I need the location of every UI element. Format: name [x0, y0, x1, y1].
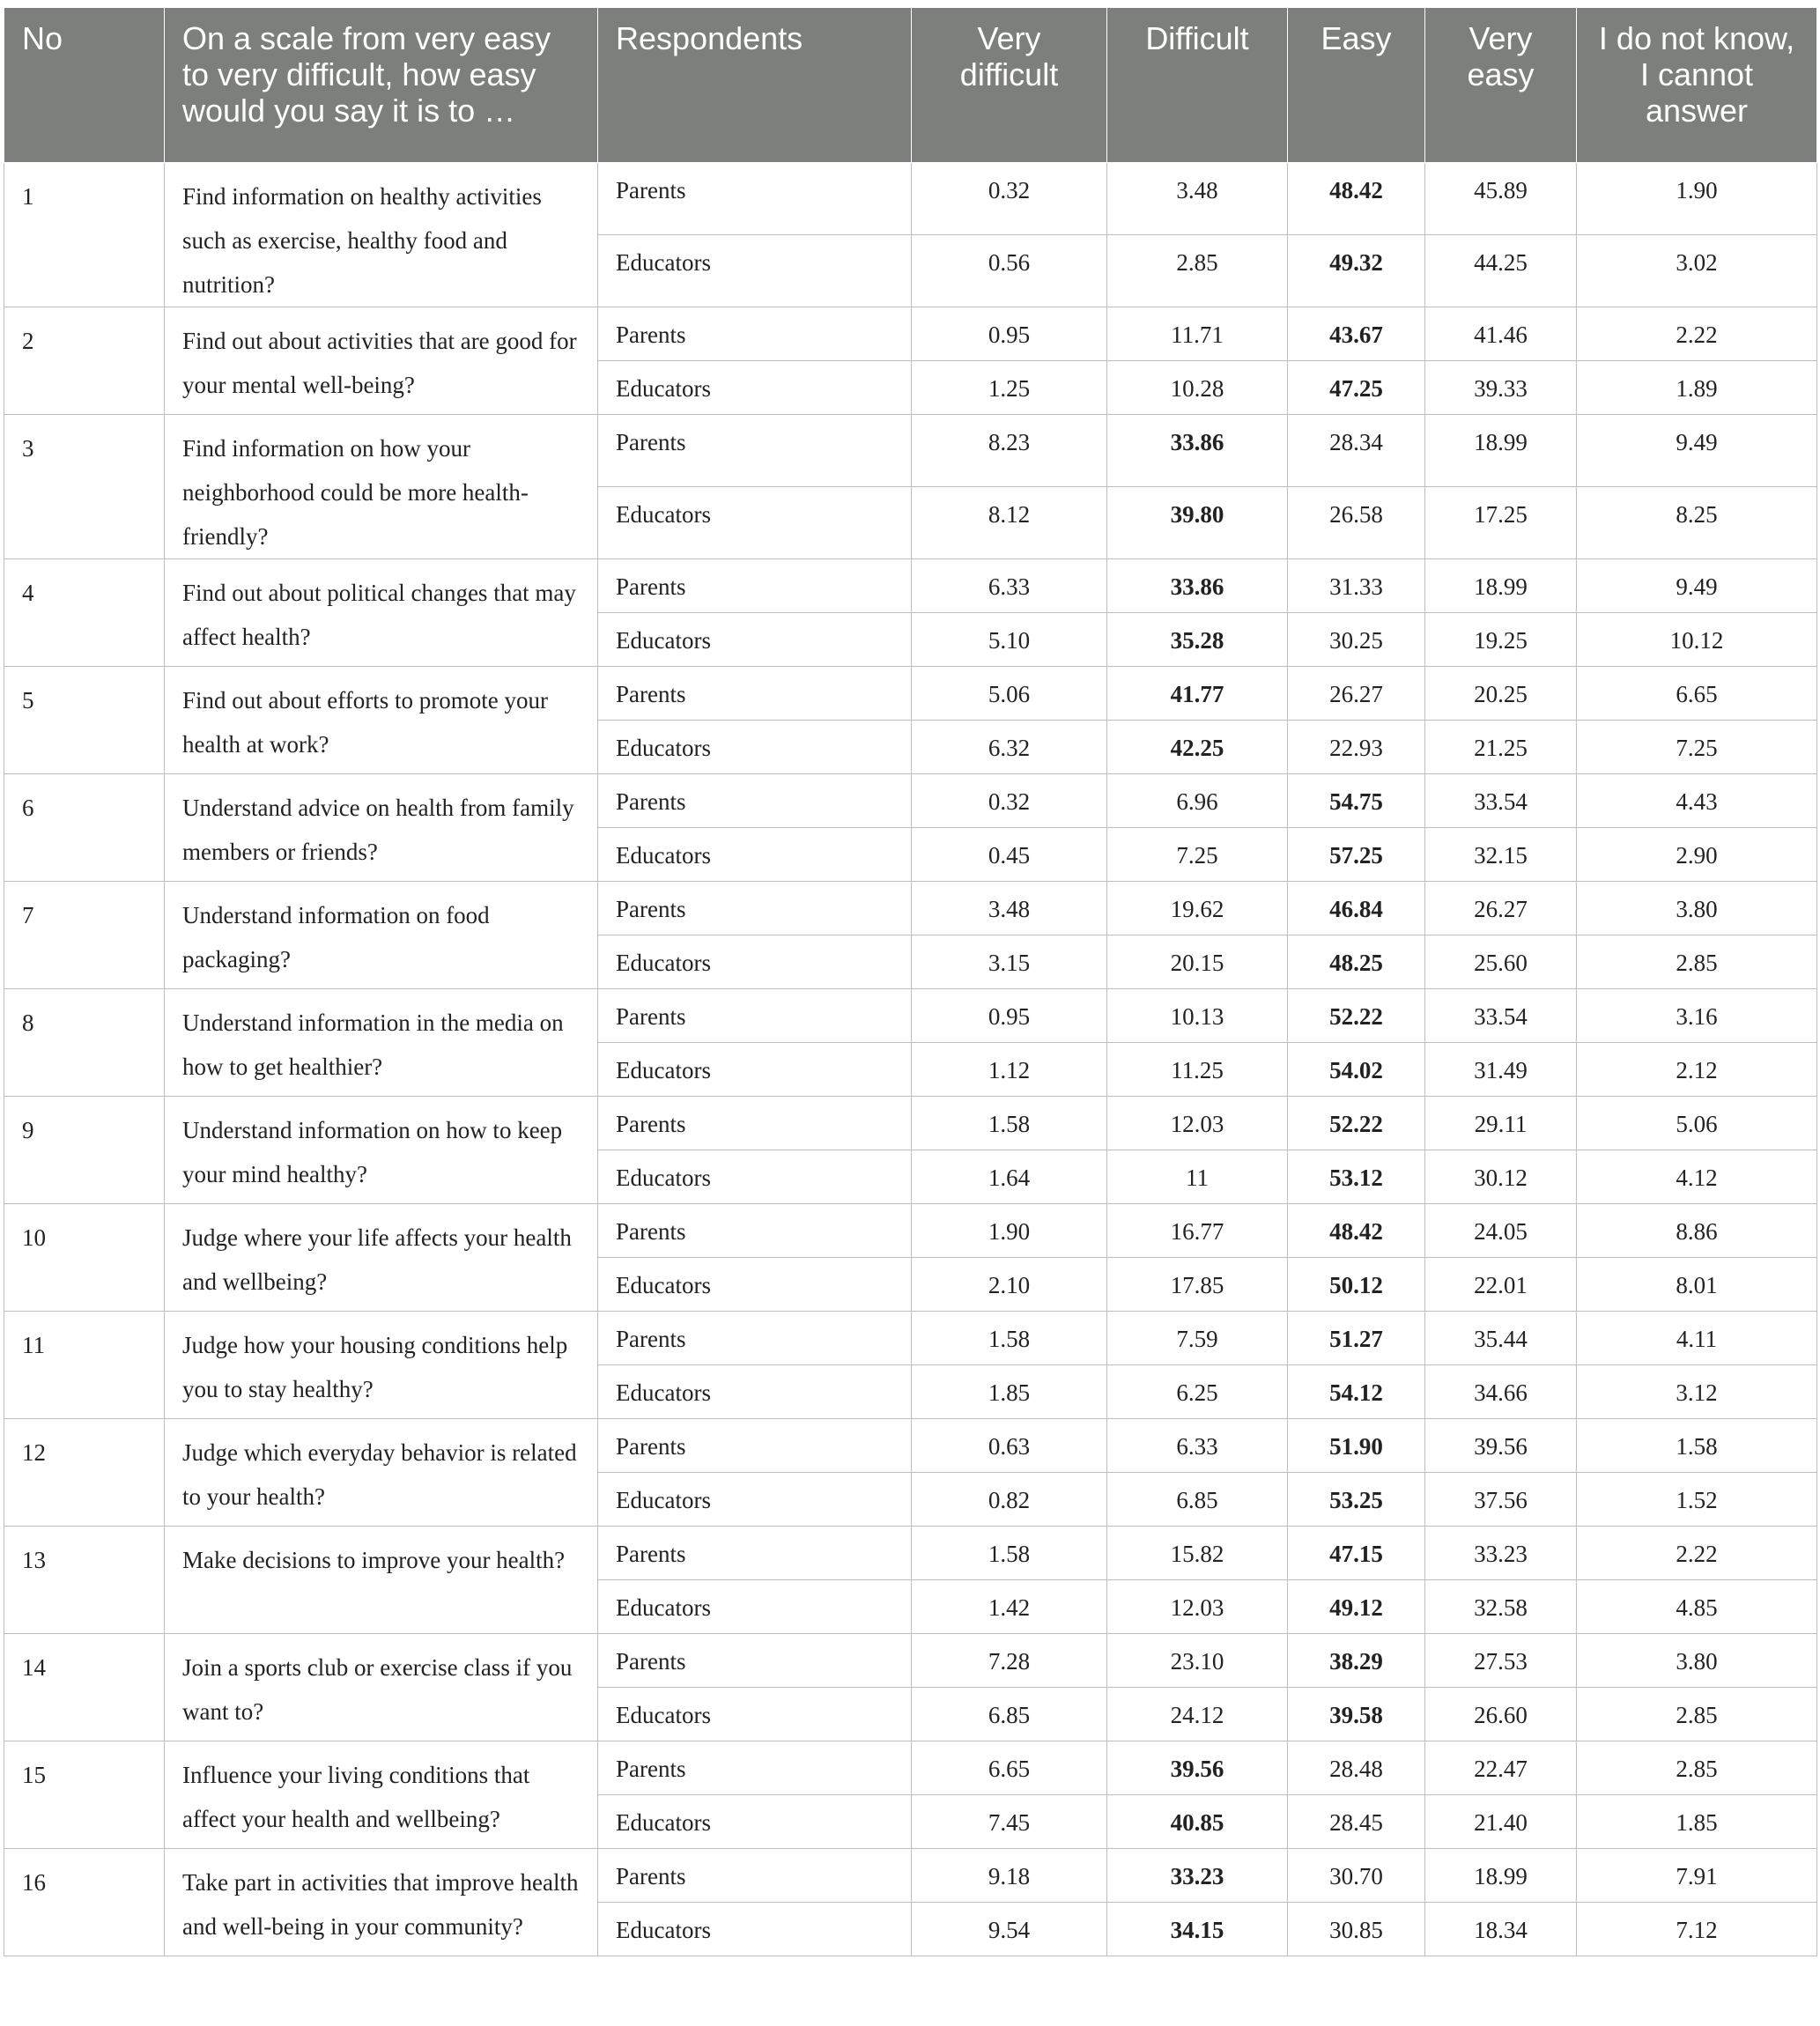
question-cell: Understand information on how to keep your mind healthy?	[165, 1097, 598, 1204]
very-easy-cell: 35.44	[1425, 1312, 1577, 1365]
easy-cell: 54.02	[1288, 1043, 1425, 1097]
respondent-cell: Parents	[598, 163, 912, 235]
easy-cell: 43.67	[1288, 307, 1425, 361]
respondent-cell: Parents	[598, 882, 912, 935]
easy-cell: 47.15	[1288, 1527, 1425, 1580]
table-row	[4, 667, 1817, 721]
difficult-cell: 39.80	[1107, 487, 1288, 559]
difficult-cell: 11.71	[1107, 307, 1288, 361]
very-difficult-cell: 7.28	[912, 1634, 1107, 1688]
very-difficult-cell: 1.12	[912, 1043, 1107, 1097]
difficult-cell: 23.10	[1107, 1634, 1288, 1688]
row-number: 13	[4, 1527, 165, 1634]
do-not-know-cell: 3.80	[1577, 882, 1817, 935]
table-header	[4, 8, 1817, 163]
question-cell: Join a sports club or exercise class if you want to?	[165, 1634, 598, 1741]
easy-cell: 38.29	[1288, 1634, 1425, 1688]
question-cell: Understand information in the media on how to get healthier?	[165, 989, 598, 1097]
respondent-cell: Parents	[598, 667, 912, 721]
row-number: 11	[4, 1312, 165, 1419]
difficult-cell: 12.03	[1107, 1580, 1288, 1634]
very-easy-cell: 32.58	[1425, 1580, 1577, 1634]
do-not-know-cell: 7.91	[1577, 1849, 1817, 1903]
easy-cell: 30.25	[1288, 613, 1425, 667]
very-easy-cell: 34.66	[1425, 1365, 1577, 1419]
question-cell: Find out about efforts to promote your health at work?	[165, 667, 598, 774]
row-number: 5	[4, 667, 165, 774]
question-cell: Find information on healthy activities such as exercise, healthy food and nutrition?	[165, 163, 598, 307]
table-row	[4, 882, 1817, 935]
row-number: 15	[4, 1741, 165, 1849]
table-row	[4, 1741, 1817, 1795]
do-not-know-cell: 2.90	[1577, 828, 1817, 882]
do-not-know-cell: 9.49	[1577, 559, 1817, 613]
question-cell: Take part in activities that improve health and well-being in your community?	[165, 1849, 598, 1956]
row-number: 14	[4, 1634, 165, 1741]
header-no: No	[4, 8, 165, 163]
very-easy-cell: 29.11	[1425, 1097, 1577, 1150]
difficult-cell: 39.56	[1107, 1741, 1288, 1795]
row-number: 4	[4, 559, 165, 667]
table-row	[4, 415, 1817, 487]
very-easy-cell: 45.89	[1425, 163, 1577, 235]
very-easy-cell: 24.05	[1425, 1204, 1577, 1258]
very-easy-cell: 33.23	[1425, 1527, 1577, 1580]
header-very-difficult: Very difficult	[912, 8, 1107, 163]
easy-cell: 48.42	[1288, 163, 1425, 235]
easy-cell: 28.45	[1288, 1795, 1425, 1849]
question-cell: Understand information on food packaging?	[165, 882, 598, 989]
do-not-know-cell: 10.12	[1577, 613, 1817, 667]
very-difficult-cell: 1.58	[912, 1312, 1107, 1365]
respondent-cell: Educators	[598, 1365, 912, 1419]
respondent-cell: Educators	[598, 828, 912, 882]
respondent-cell: Parents	[598, 415, 912, 487]
respondent-cell: Parents	[598, 1849, 912, 1903]
do-not-know-cell: 7.12	[1577, 1903, 1817, 1956]
table-row	[4, 774, 1817, 828]
difficult-cell: 16.77	[1107, 1204, 1288, 1258]
very-easy-cell: 21.40	[1425, 1795, 1577, 1849]
row-number: 3	[4, 415, 165, 559]
easy-cell: 53.12	[1288, 1150, 1425, 1204]
question-cell: Find out about activities that are good for your mental well-being?	[165, 307, 598, 415]
respondent-cell: Parents	[598, 989, 912, 1043]
table-row	[4, 1527, 1817, 1580]
very-difficult-cell: 3.48	[912, 882, 1107, 935]
table-row	[4, 559, 1817, 613]
very-easy-cell: 18.99	[1425, 415, 1577, 487]
very-difficult-cell: 0.95	[912, 307, 1107, 361]
question-cell: Find out about political changes that may affect health?	[165, 559, 598, 667]
very-difficult-cell: 6.32	[912, 721, 1107, 774]
difficult-cell: 6.85	[1107, 1473, 1288, 1527]
respondent-cell: Educators	[598, 935, 912, 989]
very-difficult-cell: 2.10	[912, 1258, 1107, 1312]
difficult-cell: 2.85	[1107, 235, 1288, 307]
difficult-cell: 10.28	[1107, 361, 1288, 415]
easy-cell: 53.25	[1288, 1473, 1425, 1527]
respondent-cell: Parents	[598, 559, 912, 613]
respondent-cell: Parents	[598, 1312, 912, 1365]
very-difficult-cell: 1.58	[912, 1097, 1107, 1150]
do-not-know-cell: 2.85	[1577, 1688, 1817, 1741]
very-difficult-cell: 8.23	[912, 415, 1107, 487]
respondent-cell: Educators	[598, 487, 912, 559]
difficult-cell: 42.25	[1107, 721, 1288, 774]
very-difficult-cell: 5.10	[912, 613, 1107, 667]
difficult-cell: 24.12	[1107, 1688, 1288, 1741]
very-easy-cell: 20.25	[1425, 667, 1577, 721]
header-very-easy: Very easy	[1425, 8, 1577, 163]
difficult-cell: 12.03	[1107, 1097, 1288, 1150]
do-not-know-cell: 2.22	[1577, 1527, 1817, 1580]
easy-cell: 48.25	[1288, 935, 1425, 989]
very-difficult-cell: 1.42	[912, 1580, 1107, 1634]
question-cell: Judge how your housing conditions help you to stay healthy?	[165, 1312, 598, 1419]
row-number: 12	[4, 1419, 165, 1527]
question-cell: Judge where your life affects your health and wellbeing?	[165, 1204, 598, 1312]
easy-cell: 30.70	[1288, 1849, 1425, 1903]
do-not-know-cell: 3.12	[1577, 1365, 1817, 1419]
table-row	[4, 1849, 1817, 1903]
difficult-cell: 3.48	[1107, 163, 1288, 235]
easy-cell: 46.84	[1288, 882, 1425, 935]
very-easy-cell: 19.25	[1425, 613, 1577, 667]
very-difficult-cell: 8.12	[912, 487, 1107, 559]
very-difficult-cell: 9.18	[912, 1849, 1107, 1903]
very-difficult-cell: 0.82	[912, 1473, 1107, 1527]
respondent-cell: Educators	[598, 721, 912, 774]
respondent-cell: Parents	[598, 1204, 912, 1258]
very-difficult-cell: 0.63	[912, 1419, 1107, 1473]
difficult-cell: 6.25	[1107, 1365, 1288, 1419]
easy-cell: 28.48	[1288, 1741, 1425, 1795]
very-difficult-cell: 1.58	[912, 1527, 1107, 1580]
easy-cell: 30.85	[1288, 1903, 1425, 1956]
do-not-know-cell: 4.85	[1577, 1580, 1817, 1634]
respondent-cell: Educators	[598, 1473, 912, 1527]
easy-cell: 28.34	[1288, 415, 1425, 487]
easy-cell: 57.25	[1288, 828, 1425, 882]
very-difficult-cell: 1.85	[912, 1365, 1107, 1419]
respondent-cell: Parents	[598, 307, 912, 361]
header-easy: Easy	[1288, 8, 1425, 163]
difficult-cell: 10.13	[1107, 989, 1288, 1043]
very-easy-cell: 26.27	[1425, 882, 1577, 935]
respondent-cell: Parents	[598, 774, 912, 828]
table-row	[4, 1634, 1817, 1688]
very-easy-cell: 18.99	[1425, 1849, 1577, 1903]
easy-cell: 52.22	[1288, 989, 1425, 1043]
very-difficult-cell: 0.32	[912, 774, 1107, 828]
very-difficult-cell: 3.15	[912, 935, 1107, 989]
respondent-cell: Educators	[598, 1795, 912, 1849]
very-easy-cell: 39.56	[1425, 1419, 1577, 1473]
very-difficult-cell: 6.33	[912, 559, 1107, 613]
header-difficult: Difficult	[1107, 8, 1288, 163]
do-not-know-cell: 3.80	[1577, 1634, 1817, 1688]
respondent-cell: Educators	[598, 1903, 912, 1956]
table-row	[4, 989, 1817, 1043]
do-not-know-cell: 4.11	[1577, 1312, 1817, 1365]
row-number: 10	[4, 1204, 165, 1312]
very-difficult-cell: 0.45	[912, 828, 1107, 882]
easy-cell: 50.12	[1288, 1258, 1425, 1312]
row-number: 2	[4, 307, 165, 415]
very-easy-cell: 31.49	[1425, 1043, 1577, 1097]
very-difficult-cell: 1.90	[912, 1204, 1107, 1258]
do-not-know-cell: 1.52	[1577, 1473, 1817, 1527]
survey-table	[4, 7, 1817, 1956]
do-not-know-cell: 1.89	[1577, 361, 1817, 415]
easy-cell: 49.12	[1288, 1580, 1425, 1634]
do-not-know-cell: 8.01	[1577, 1258, 1817, 1312]
respondent-cell: Parents	[598, 1634, 912, 1688]
do-not-know-cell: 1.58	[1577, 1419, 1817, 1473]
do-not-know-cell: 2.22	[1577, 307, 1817, 361]
easy-cell: 54.75	[1288, 774, 1425, 828]
do-not-know-cell: 9.49	[1577, 415, 1817, 487]
do-not-know-cell: 1.85	[1577, 1795, 1817, 1849]
row-number: 9	[4, 1097, 165, 1204]
easy-cell: 39.58	[1288, 1688, 1425, 1741]
table-row	[4, 1419, 1817, 1473]
very-difficult-cell: 5.06	[912, 667, 1107, 721]
difficult-cell: 20.15	[1107, 935, 1288, 989]
very-easy-cell: 18.99	[1425, 559, 1577, 613]
very-difficult-cell: 1.64	[912, 1150, 1107, 1204]
easy-cell: 26.58	[1288, 487, 1425, 559]
table-row	[4, 1312, 1817, 1365]
difficult-cell: 41.77	[1107, 667, 1288, 721]
do-not-know-cell: 8.25	[1577, 487, 1817, 559]
easy-cell: 51.90	[1288, 1419, 1425, 1473]
very-easy-cell: 26.60	[1425, 1688, 1577, 1741]
very-easy-cell: 33.54	[1425, 989, 1577, 1043]
header-respondents: Respondents	[598, 8, 912, 163]
difficult-cell: 7.59	[1107, 1312, 1288, 1365]
difficult-cell: 19.62	[1107, 882, 1288, 935]
do-not-know-cell: 2.85	[1577, 1741, 1817, 1795]
very-easy-cell: 44.25	[1425, 235, 1577, 307]
very-difficult-cell: 0.95	[912, 989, 1107, 1043]
very-easy-cell: 30.12	[1425, 1150, 1577, 1204]
easy-cell: 26.27	[1288, 667, 1425, 721]
easy-cell: 31.33	[1288, 559, 1425, 613]
respondent-cell: Educators	[598, 1150, 912, 1204]
header-do-not-know: I do not know, I cannot answer	[1577, 8, 1817, 163]
very-easy-cell: 37.56	[1425, 1473, 1577, 1527]
very-easy-cell: 18.34	[1425, 1903, 1577, 1956]
do-not-know-cell: 6.65	[1577, 667, 1817, 721]
very-easy-cell: 22.47	[1425, 1741, 1577, 1795]
row-number: 7	[4, 882, 165, 989]
row-number: 16	[4, 1849, 165, 1956]
easy-cell: 22.93	[1288, 721, 1425, 774]
difficult-cell: 34.15	[1107, 1903, 1288, 1956]
respondent-cell: Parents	[598, 1419, 912, 1473]
very-difficult-cell: 0.32	[912, 163, 1107, 235]
difficult-cell: 33.86	[1107, 415, 1288, 487]
respondent-cell: Parents	[598, 1741, 912, 1795]
table-body	[4, 163, 1817, 1956]
difficult-cell: 35.28	[1107, 613, 1288, 667]
difficult-cell: 7.25	[1107, 828, 1288, 882]
very-difficult-cell: 1.25	[912, 361, 1107, 415]
do-not-know-cell: 4.43	[1577, 774, 1817, 828]
respondent-cell: Educators	[598, 235, 912, 307]
table-row	[4, 163, 1817, 235]
very-difficult-cell: 7.45	[912, 1795, 1107, 1849]
very-easy-cell: 32.15	[1425, 828, 1577, 882]
very-easy-cell: 17.25	[1425, 487, 1577, 559]
easy-cell: 51.27	[1288, 1312, 1425, 1365]
very-easy-cell: 25.60	[1425, 935, 1577, 989]
very-difficult-cell: 0.56	[912, 235, 1107, 307]
respondent-cell: Educators	[598, 1258, 912, 1312]
difficult-cell: 15.82	[1107, 1527, 1288, 1580]
very-easy-cell: 27.53	[1425, 1634, 1577, 1688]
do-not-know-cell: 1.90	[1577, 163, 1817, 235]
difficult-cell: 17.85	[1107, 1258, 1288, 1312]
difficult-cell: 6.96	[1107, 774, 1288, 828]
respondent-cell: Educators	[598, 1688, 912, 1741]
table-row	[4, 307, 1817, 361]
difficult-cell: 33.86	[1107, 559, 1288, 613]
do-not-know-cell: 3.02	[1577, 235, 1817, 307]
difficult-cell: 11	[1107, 1150, 1288, 1204]
do-not-know-cell: 2.85	[1577, 935, 1817, 989]
do-not-know-cell: 3.16	[1577, 989, 1817, 1043]
easy-cell: 47.25	[1288, 361, 1425, 415]
do-not-know-cell: 7.25	[1577, 721, 1817, 774]
row-number: 8	[4, 989, 165, 1097]
do-not-know-cell: 5.06	[1577, 1097, 1817, 1150]
do-not-know-cell: 8.86	[1577, 1204, 1817, 1258]
respondent-cell: Parents	[598, 1097, 912, 1150]
very-easy-cell: 39.33	[1425, 361, 1577, 415]
header-row	[4, 8, 1817, 163]
question-cell: Judge which everyday behavior is related to your health?	[165, 1419, 598, 1527]
question-cell: Understand advice on health from family members or friends?	[165, 774, 598, 882]
row-number: 6	[4, 774, 165, 882]
question-cell: Find information on how your neighborhood could be more health-friendly?	[165, 415, 598, 559]
very-easy-cell: 33.54	[1425, 774, 1577, 828]
do-not-know-cell: 2.12	[1577, 1043, 1817, 1097]
very-difficult-cell: 9.54	[912, 1903, 1107, 1956]
respondent-cell: Educators	[598, 1580, 912, 1634]
respondent-cell: Educators	[598, 1043, 912, 1097]
respondent-cell: Educators	[598, 613, 912, 667]
table-row	[4, 1204, 1817, 1258]
very-easy-cell: 41.46	[1425, 307, 1577, 361]
very-easy-cell: 21.25	[1425, 721, 1577, 774]
difficult-cell: 11.25	[1107, 1043, 1288, 1097]
difficult-cell: 40.85	[1107, 1795, 1288, 1849]
very-easy-cell: 22.01	[1425, 1258, 1577, 1312]
very-difficult-cell: 6.85	[912, 1688, 1107, 1741]
easy-cell: 54.12	[1288, 1365, 1425, 1419]
do-not-know-cell: 4.12	[1577, 1150, 1817, 1204]
difficult-cell: 6.33	[1107, 1419, 1288, 1473]
question-cell: Influence your living conditions that affect your health and wellbeing?	[165, 1741, 598, 1849]
respondent-cell: Educators	[598, 361, 912, 415]
difficult-cell: 33.23	[1107, 1849, 1288, 1903]
respondent-cell: Parents	[598, 1527, 912, 1580]
row-number: 1	[4, 163, 165, 307]
header-question: On a scale from very easy to very difficult, how easy would you say it is to …	[165, 8, 598, 163]
easy-cell: 48.42	[1288, 1204, 1425, 1258]
table-row	[4, 1097, 1817, 1150]
very-difficult-cell: 6.65	[912, 1741, 1107, 1795]
easy-cell: 49.32	[1288, 235, 1425, 307]
question-cell: Make decisions to improve your health?	[165, 1527, 598, 1634]
easy-cell: 52.22	[1288, 1097, 1425, 1150]
